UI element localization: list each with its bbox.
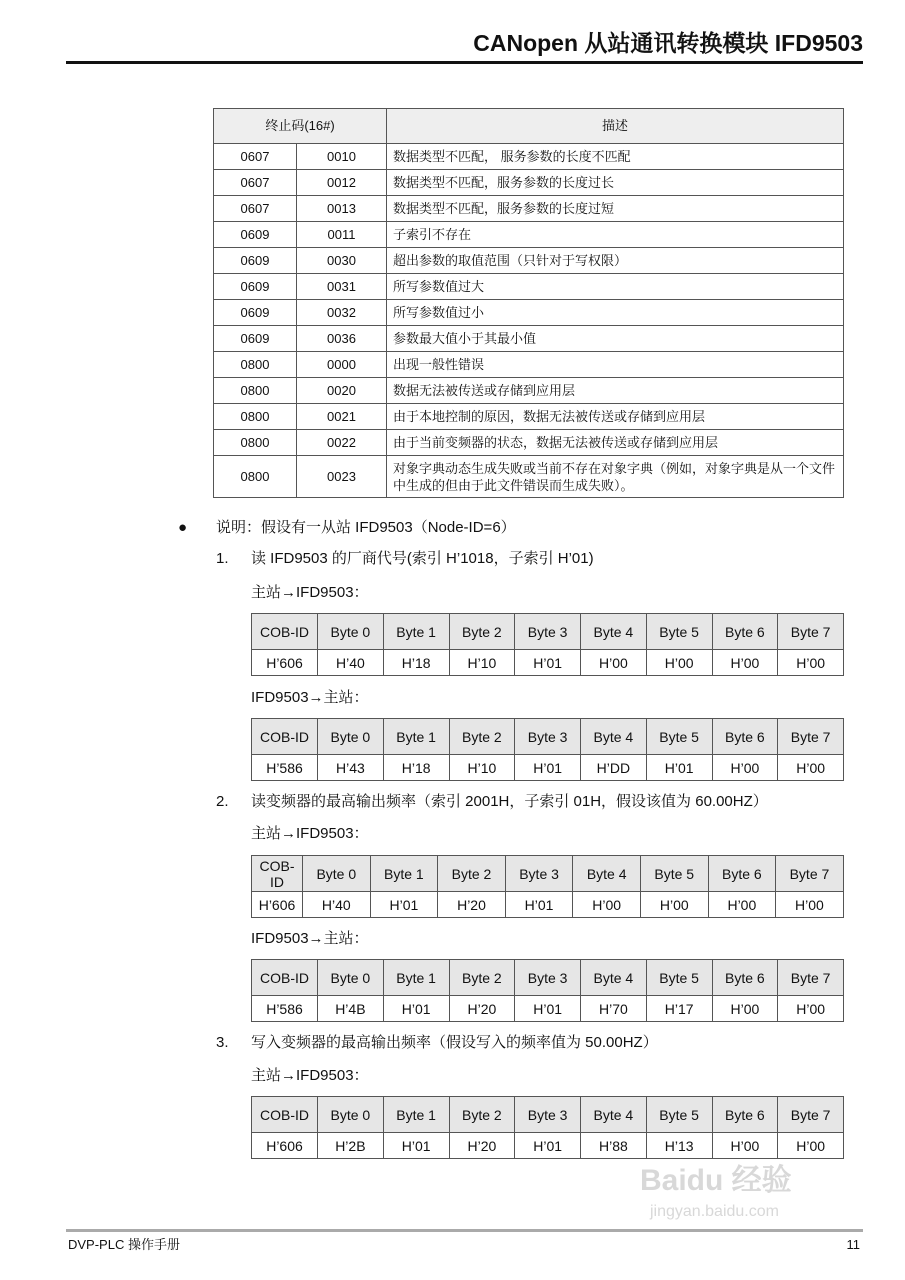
byte-value: H’00 (778, 1133, 844, 1159)
byte-header: Byte 1 (383, 1097, 449, 1133)
table-row (214, 430, 844, 456)
byte-header: Byte 5 (646, 614, 712, 650)
byte-value: H’40 (303, 892, 371, 918)
byte-header: Byte 6 (712, 1097, 778, 1133)
byte-header: Byte 2 (449, 719, 515, 755)
byte-header: Byte 5 (640, 856, 708, 892)
byte-header: Byte 6 (712, 719, 778, 755)
table-row (214, 196, 844, 222)
table-row (214, 352, 844, 378)
byte-header: Byte 0 (318, 1097, 384, 1133)
byte-header: Byte 7 (776, 856, 844, 892)
byte-header: Byte 1 (383, 719, 449, 755)
byte-header: Byte 4 (581, 1097, 647, 1133)
byte-header: Byte 7 (778, 1097, 844, 1133)
byte-value: H’00 (778, 996, 844, 1022)
table-row (214, 170, 844, 196)
byte-header: Byte 7 (778, 960, 844, 996)
byte-header: Byte 2 (449, 960, 515, 996)
step-text: 写入变频器的最高输出频率（假设写入的频率值为 50.00HZ） (251, 1034, 658, 1051)
byte-value: H’10 (449, 650, 515, 676)
subindex-code: 0031 (297, 274, 387, 300)
cob-id-header: COB-ID (252, 856, 303, 892)
frame-header-row (252, 614, 844, 650)
byte-header: Byte 4 (581, 614, 647, 650)
byte-value: H’13 (646, 1133, 712, 1159)
table-row (214, 404, 844, 430)
frame-header-row (252, 856, 844, 892)
index-code: 0609 (214, 222, 297, 248)
frame-data-row (252, 892, 844, 918)
byte-value: H’00 (712, 1133, 778, 1159)
table-row (214, 456, 844, 498)
step-text: 读变频器的最高输出频率（索引 2001H，子索引 01H，假设该值为 60.00HZ） (251, 793, 768, 810)
byte-header: Byte 5 (646, 1097, 712, 1133)
frame-header-row (252, 1097, 844, 1133)
frame-header-row (252, 719, 844, 755)
byte-value: H’00 (712, 996, 778, 1022)
byte-header: Byte 3 (515, 719, 581, 755)
byte-value: H’43 (318, 755, 384, 781)
byte-value: H’20 (449, 1133, 515, 1159)
subindex-code: 0020 (297, 378, 387, 404)
table-header-row (214, 109, 844, 144)
description: 超出参数的取值范围（只针对于写权限） (387, 248, 844, 274)
table-row (214, 300, 844, 326)
index-code: 0607 (214, 170, 297, 196)
header-description: 描述 (387, 109, 844, 144)
byte-header: Byte 1 (383, 614, 449, 650)
footer-divider (66, 1229, 863, 1232)
byte-header: Byte 7 (778, 719, 844, 755)
table-row (214, 274, 844, 300)
bullet-icon: ● (178, 519, 188, 536)
step-text: 读 IFD9503 的厂商代号(索引 H’1018，子索引 H’01) (251, 550, 594, 567)
byte-value: H’01 (505, 892, 573, 918)
cob-id-header: COB-ID (252, 719, 318, 755)
byte-value: H’01 (515, 1133, 581, 1159)
byte-value: H’00 (776, 892, 844, 918)
header-abort-code: 终止码(16#) (214, 109, 387, 144)
index-code: 0800 (214, 456, 297, 498)
footer-manual-name: DVP-PLC 操作手册 (68, 1237, 180, 1252)
byte-value: H’70 (581, 996, 647, 1022)
direction-label: 主站→IFD9503： (251, 1067, 369, 1084)
subindex-code: 0030 (297, 248, 387, 274)
byte-value: H’00 (778, 650, 844, 676)
index-code: 0607 (214, 144, 297, 170)
cob-id-value: H’586 (252, 996, 318, 1022)
byte-value: H’00 (573, 892, 641, 918)
description: 对象字典动态生成失败或当前不存在对象字典（例如，对象字典是从一个文件中生成的但由于此文件错误而生成失败）。 (387, 456, 844, 498)
byte-header: Byte 4 (581, 719, 647, 755)
frame-header-row (252, 960, 844, 996)
description: 所写参数值过大 (387, 274, 844, 300)
subindex-code: 0032 (297, 300, 387, 326)
can-frame-table (251, 855, 844, 918)
table-row (214, 326, 844, 352)
byte-value: H’00 (640, 892, 708, 918)
cob-id-value: H’606 (252, 1133, 318, 1159)
index-code: 0800 (214, 430, 297, 456)
index-code: 0800 (214, 378, 297, 404)
byte-value: H’18 (383, 650, 449, 676)
cob-id-value: H’586 (252, 755, 318, 781)
byte-value: H’00 (712, 650, 778, 676)
note-text: 说明：假设有一从站 IFD9503（Node-ID=6） (216, 519, 516, 536)
subindex-code: 0023 (297, 456, 387, 498)
direction-label: 主站→IFD9503： (251, 825, 369, 842)
frame-data-row (252, 650, 844, 676)
byte-value: H’17 (646, 996, 712, 1022)
byte-value: H’20 (449, 996, 515, 1022)
byte-value: H’00 (646, 650, 712, 676)
page-title: CANopen 从站通讯转换模块 IFD9503 (473, 30, 863, 56)
can-frame-table (251, 718, 844, 781)
table-row (214, 248, 844, 274)
byte-header: Byte 3 (505, 856, 573, 892)
page-number: 11 (846, 1237, 860, 1252)
subindex-code: 0021 (297, 404, 387, 430)
byte-header: Byte 4 (573, 856, 641, 892)
index-code: 0607 (214, 196, 297, 222)
index-code: 0609 (214, 274, 297, 300)
can-frame-table (251, 959, 844, 1022)
byte-header: Byte 2 (438, 856, 506, 892)
byte-header: Byte 6 (712, 614, 778, 650)
description: 由于本地控制的原因，数据无法被传送或存储到应用层 (387, 404, 844, 430)
byte-header: Byte 4 (581, 960, 647, 996)
cob-id-value: H’606 (252, 650, 318, 676)
can-frame-table (251, 1096, 844, 1159)
byte-header: Byte 1 (383, 960, 449, 996)
byte-header: Byte 5 (646, 960, 712, 996)
byte-header: Byte 2 (449, 614, 515, 650)
cob-id-header: COB-ID (252, 614, 318, 650)
byte-header: Byte 0 (318, 719, 384, 755)
index-code: 0609 (214, 326, 297, 352)
frame-data-row (252, 1133, 844, 1159)
byte-value: H’01 (515, 755, 581, 781)
can-frame-table (251, 613, 844, 676)
table-row (214, 144, 844, 170)
cob-id-value: H’606 (252, 892, 303, 918)
byte-header: Byte 6 (708, 856, 776, 892)
subindex-code: 0012 (297, 170, 387, 196)
description: 出现一般性错误 (387, 352, 844, 378)
description: 数据类型不匹配，服务参数的长度过短 (387, 196, 844, 222)
watermark-logo: Baidu 经验 (640, 1164, 792, 1197)
step-number: 1. (216, 550, 229, 567)
abort-code-table (213, 108, 844, 498)
byte-header: Byte 0 (318, 614, 384, 650)
byte-value: H’20 (438, 892, 506, 918)
byte-value: H’40 (318, 650, 384, 676)
byte-header: Byte 5 (646, 719, 712, 755)
byte-header: Byte 2 (449, 1097, 515, 1133)
watermark-url: jingyan.baidu.com (650, 1203, 779, 1220)
byte-header: Byte 3 (515, 960, 581, 996)
subindex-code: 0036 (297, 326, 387, 352)
subindex-code: 0000 (297, 352, 387, 378)
byte-value: H’10 (449, 755, 515, 781)
byte-value: H’18 (383, 755, 449, 781)
byte-value: H’00 (581, 650, 647, 676)
byte-header: Byte 7 (778, 614, 844, 650)
table-row (214, 378, 844, 404)
byte-value: H’4B (318, 996, 384, 1022)
subindex-code: 0010 (297, 144, 387, 170)
subindex-code: 0011 (297, 222, 387, 248)
byte-value: H’00 (708, 892, 776, 918)
description: 数据类型不匹配，服务参数的长度过长 (387, 170, 844, 196)
byte-value: H’00 (712, 755, 778, 781)
byte-value: H’01 (515, 650, 581, 676)
subindex-code: 0013 (297, 196, 387, 222)
index-code: 0609 (214, 300, 297, 326)
table-row (214, 222, 844, 248)
byte-header: Byte 0 (303, 856, 371, 892)
subindex-code: 0022 (297, 430, 387, 456)
description: 子索引不存在 (387, 222, 844, 248)
byte-value: H’01 (383, 1133, 449, 1159)
frame-data-row (252, 755, 844, 781)
index-code: 0609 (214, 248, 297, 274)
byte-value: H’2B (318, 1133, 384, 1159)
byte-header: Byte 0 (318, 960, 384, 996)
index-code: 0800 (214, 352, 297, 378)
description: 数据类型不匹配， 服务参数的长度不匹配 (387, 144, 844, 170)
direction-label: IFD9503→主站： (251, 930, 369, 947)
index-code: 0800 (214, 404, 297, 430)
cob-id-header: COB-ID (252, 1097, 318, 1133)
description: 参数最大值小于其最小值 (387, 326, 844, 352)
description: 数据无法被传送或存储到应用层 (387, 378, 844, 404)
step-number: 2. (216, 793, 229, 810)
byte-value: H’01 (515, 996, 581, 1022)
byte-value: H’01 (383, 996, 449, 1022)
byte-value: H’01 (370, 892, 438, 918)
step-number: 3. (216, 1034, 229, 1051)
cob-id-header: COB-ID (252, 960, 318, 996)
byte-value: H’01 (646, 755, 712, 781)
byte-value: H’00 (778, 755, 844, 781)
byte-value: H’88 (581, 1133, 647, 1159)
direction-label: 主站→IFD9503： (251, 584, 369, 601)
byte-value: H’DD (581, 755, 647, 781)
byte-header: Byte 6 (712, 960, 778, 996)
byte-header: Byte 3 (515, 1097, 581, 1133)
frame-data-row (252, 996, 844, 1022)
byte-header: Byte 3 (515, 614, 581, 650)
header-divider (66, 61, 863, 64)
description: 所写参数值过小 (387, 300, 844, 326)
byte-header: Byte 1 (370, 856, 438, 892)
description: 由于当前变频器的状态，数据无法被传送或存储到应用层 (387, 430, 844, 456)
direction-label: IFD9503→主站： (251, 689, 369, 706)
